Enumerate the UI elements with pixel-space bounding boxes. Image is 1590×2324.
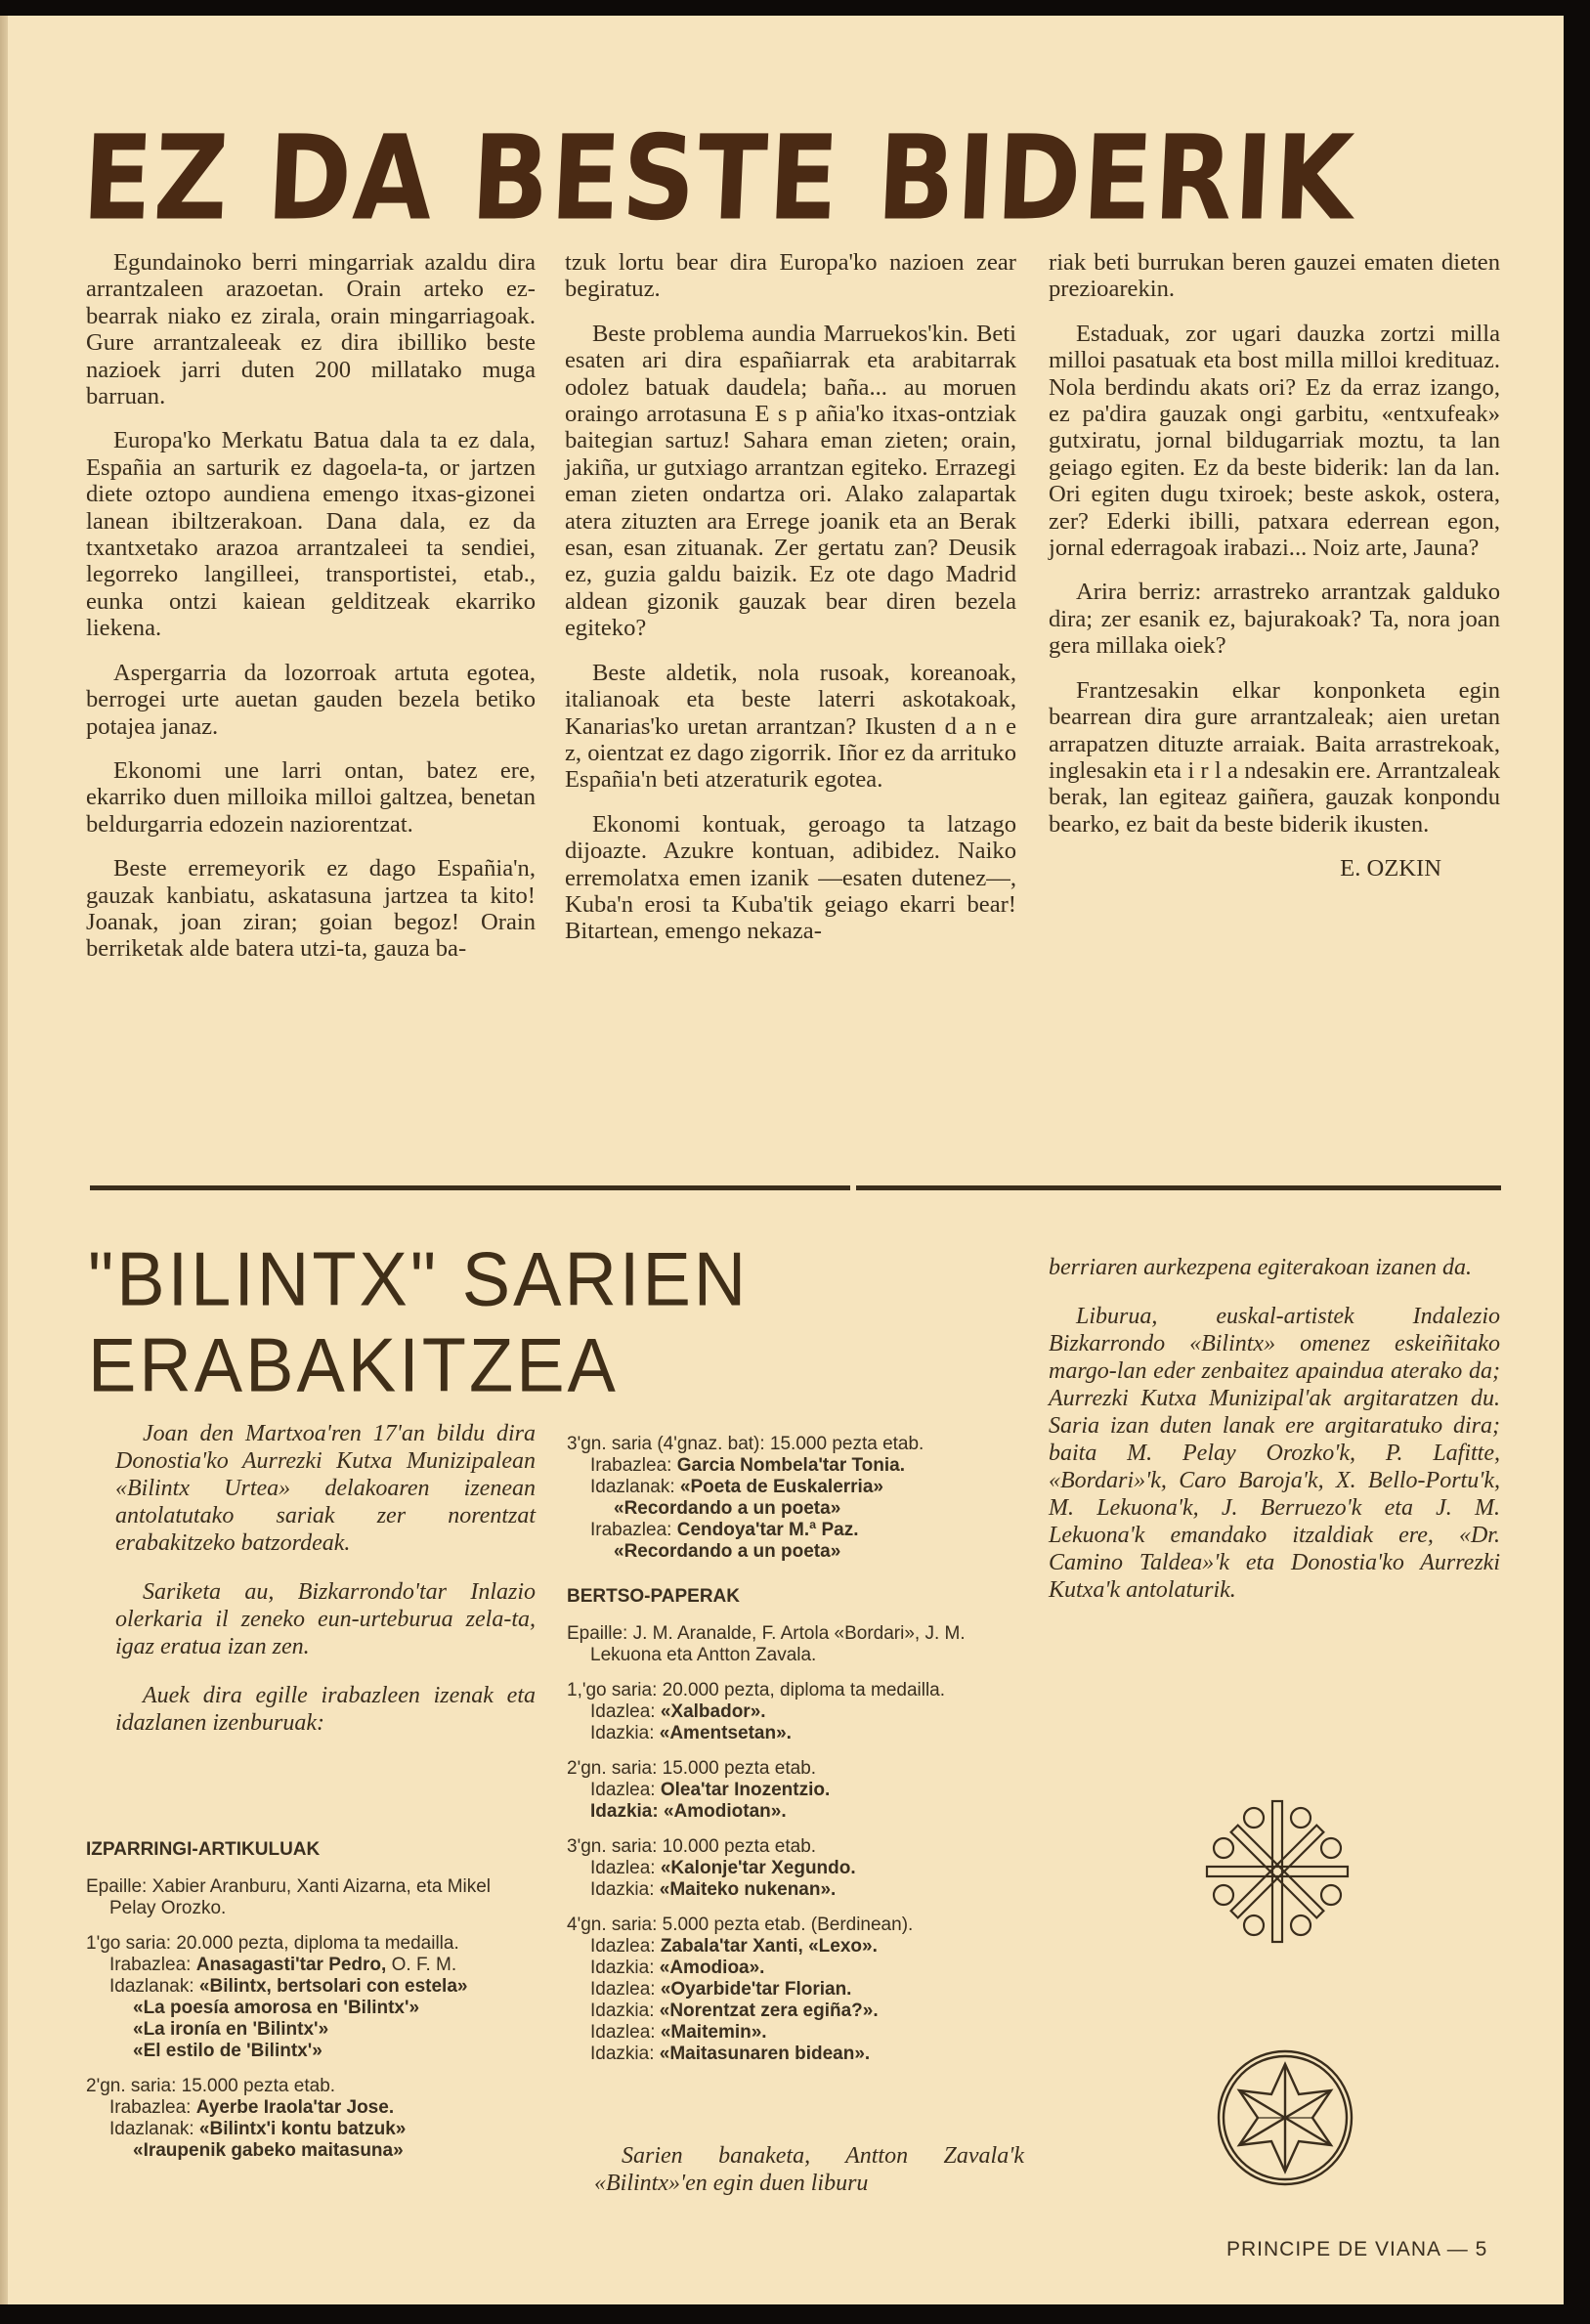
prize-amount: 2'gn. saria: 15.000 pezta etab. [86, 2076, 336, 2096]
prize-line-value: Cendoya'tar M.ª Paz. [676, 1520, 859, 1540]
paragraph: berriaren aurkezpena egiterakoan izanen da. [1049, 1255, 1473, 1280]
prize-line-label: Idazkia: [590, 1801, 659, 1822]
prize-line-value: «Poeta de Euskalerria» [679, 1477, 883, 1497]
section-divider [856, 1185, 1501, 1190]
article2-closing-col3 [1049, 1254, 1500, 1625]
prize-line-value: «Recordando a un poeta» [614, 1541, 841, 1562]
paragraph: riak beti burrukan beren gauzei ematen dieten prezioarekin. [1049, 249, 1500, 303]
prize-line [567, 2001, 1026, 2022]
prize-amount: 3'gn. saria (4'gnaz. bat): 15.000 pezta etab. [567, 1434, 924, 1454]
prize-line [567, 1541, 1026, 1563]
title-line: ERABAKITZEA [88, 1322, 619, 1408]
paragraph: Joan den Martxoa'ren 17'an bildu dira Donostia'ko Aurrezki Kutxa Munizipalean «Bilintx Urtea» delakoaren izenean antolatutako sariak zer norentzat erabakitzeko batzordeak. [115, 1421, 536, 1556]
prize-line-value: Garcia Nombela'tar Tonia. [676, 1455, 906, 1476]
prize-line-label: Idazkia: [590, 2044, 655, 2064]
prize-list [567, 1680, 1026, 2065]
judges [86, 1876, 537, 1919]
article2-intro [115, 1420, 536, 1758]
prize-line-value: «Kalonje'tar Xegundo. [660, 1858, 856, 1878]
article2-closing-col2 [594, 2142, 1024, 2218]
prize-line-label: Idazlea: [590, 2022, 656, 2043]
paragraph: Beste aldetik, nola rusoak, koreanoak, italianoak eta beste laterri askotakoak, Kanarias'ko uretan arrantzan? Ikusten d a n e z, oientzat ez dago zigorrik. Iñor ez da arrituko Españia'n beti atzeraturik egotea. [565, 659, 1016, 794]
prize-line-extra: O. F. M. [386, 1955, 457, 1975]
prize-line-label: Idazlea: [590, 1780, 656, 1800]
paragraph: tzuk lortu bear dira Europa'ko nazioen zear begiratuz. [565, 249, 1016, 303]
prize-line-label: Idazkia: [590, 1723, 655, 1743]
prize-line-value: Zabala'tar Xanti, «Lexo». [660, 1936, 878, 1957]
prize-block [86, 1933, 537, 2062]
prize-amount: 1'go saria: 20.000 pezta, diploma ta medailla. [86, 1933, 459, 1954]
prize-line [567, 2044, 1026, 2065]
section-izparringi-continued [567, 1434, 1026, 2079]
prize-line [86, 1998, 537, 2019]
prize-line [86, 2119, 537, 2140]
prize-line [567, 1520, 1026, 1541]
prize-line [86, 2019, 537, 2041]
prize-line-value: «Maitasunaren bidean». [659, 2044, 871, 2064]
prize-line-label: Idazlanak: [109, 1976, 194, 1997]
prize-block [567, 1434, 1026, 1563]
article1-column-1 [86, 249, 536, 980]
prize-line-label: Idazkia: [590, 1958, 655, 1978]
paragraph: Egundainoko berri mingarriak azaldu dira arrantzaleen arazoetan. Orain arteko ez-bearrak niako ez zirala, orain mingarriagoak. Gure arrantzaleeak ez dira ibilliko beste nazioek jarri duten 200 millatako muga barruan. [86, 249, 536, 410]
judges-label: Epaille: [86, 1876, 148, 1897]
paragraph: Sarien banaketa, Antton Zavala'k «Bilintx»'en egin duen liburu [594, 2143, 1024, 2196]
prize-line-label: Irabazlea: [590, 1520, 672, 1540]
prize-amount: 3'gn. saria: 10.000 pezta etab. [567, 1836, 817, 1857]
prize-line-label: Irabazlea: [109, 1955, 192, 1975]
prize-line-value: «Recordando a un poeta» [614, 1498, 841, 1519]
author-signature: E. OZKIN [1340, 855, 1441, 882]
judges-names: J. M. Aranalde, F. Artola «Bordari», J. M. Lekuona eta Antton Zavala. [590, 1623, 966, 1665]
prize-amount: 1,'go saria: 20.000 pezta, diploma ta medailla. [567, 1680, 946, 1700]
prize-line-value: «Maiteko nukenan». [659, 1879, 837, 1900]
prize-line-value: «El estilo de 'Bilintx'» [133, 2041, 322, 2061]
paragraph: Europa'ko Merkatu Batua dala ta ez dala, Españia an sarturik ez dagoela-ta, or jartzen diete oztopo aundiena emengo itxas-gizonei lanean ibiltzerakoan. Dana dala, ez da txantxetako arazoa arrantzaleei ta sendiei, legorreko langilleei, transportistei, etab., eunka ontzi kaiean gelditzeak ekarriko liekena. [86, 427, 536, 642]
judges [567, 1623, 1026, 1666]
prize-block [567, 1680, 1026, 1744]
prize-line-value: «Amentsetan». [659, 1723, 792, 1743]
prize-line-label: Idazkia: [590, 1879, 655, 1900]
prize-line [567, 1780, 1026, 1801]
prize-line-value: «Amodiotan». [663, 1801, 787, 1822]
prize-line-value: Olea'tar Inozentzio. [660, 1780, 831, 1800]
prize-line [86, 2041, 537, 2062]
prize-amount: 2'gn. saria: 15.000 pezta etab. [567, 1758, 817, 1779]
paragraph: Beste problema aundia Marruekos'kin. Beti esaten ari dira españiarrak eta arabitarrak odolez batuak daudela; baña... au moruen oraingo arrotasuna E s p añia'ko itxas-ontziak baitegian sartuz! Sahara eman zieten; orain, jakiña, ur gutxiago arrantzan egiteko. Errazegi eman zieten ondartza ori. Alako zalapartak atera zituzten ara Errege joanik eta an Berak esan, esan zituanak. Zer gertatu zan? Deusik ez, guzia galdu baizik. Ez ote dago Madrid aldean gizonik gauzak bear diren bezela egiteko? [565, 320, 1016, 642]
prize-line [567, 1477, 1026, 1498]
section-heading: BERTSO-PAPERAK [567, 1586, 740, 1607]
page-footer [1226, 2238, 1487, 2261]
paragraph: Ekonomi une larri ontan, batez ere, ekarriko duen milloika milloi galtzea, benetan beldurgarria edozein naziorentzat. [86, 756, 536, 838]
prize-line [567, 1879, 1026, 1901]
prize-line-label: Idazlea: [590, 1858, 656, 1878]
section-heading: IZPARRINGI-ARTIKULUAK [86, 1839, 321, 1860]
prize-line-label: Idazlea: [590, 1979, 656, 2000]
prize-line-label: Idazlanak: [590, 1477, 675, 1497]
prize-block [567, 1915, 1026, 2065]
paragraph: Arira berriz: arrastreko arrantzak galduko dira; zer esanik ez, bajurakoak? Ta, nora joan gera millaka oiek? [1049, 579, 1500, 660]
article1-column-2 [565, 249, 1016, 963]
six-point-star-ornament-icon [1212, 2049, 1358, 2186]
section-divider [90, 1185, 850, 1190]
prize-line-label: Idazlea: [590, 1936, 656, 1957]
title-line: "BILINTX" SARIEN [88, 1236, 750, 1322]
prize-line [567, 1455, 1026, 1477]
prize-amount: 4'gn. saria: 5.000 pezta etab. (Berdinean). [567, 1915, 914, 1935]
prize-line [567, 1701, 1026, 1723]
prize-block [567, 1836, 1026, 1901]
paragraph: Liburua, euskal-artistek Indalezio Bizkarrondo «Bilintx» omenez eskeiñitako margo-lan eder zenbaitez apaindua aterako da; Aurrezki Kutxa Munizipal'ak argitaratzen du. Saria izan duten lanak ere argitaratuko dira; baita M. Pelay Orozko'k, P. Lafitte, «Bordari»'k, Caro Baroja'k, X. Bello-Portu'k, M. Lekuona'k, J. Berruezo'k eta J. M. Lekuona'k emandako itzaldiak ere, «Dr. Camino Taldea»'k eta Donostia'ko Aurrezki Kutxa'k antolaturik. [1049, 1304, 1500, 1603]
prize-line-value: «Amodioa». [659, 1958, 765, 1978]
prize-line-value: «Bilintx'i kontu batzuk» [198, 2119, 407, 2139]
prize-line [86, 2097, 537, 2119]
prize-line [567, 1958, 1026, 1979]
article1-column-3 [1049, 249, 1500, 882]
prize-line [567, 1936, 1026, 1958]
paragraph: Sariketa au, Bizkarrondo'tar Inlazio olerkaria il zeneko eun-urteburua zela-ta, igaz eratua izan zen. [115, 1579, 536, 1659]
article1-title: EZ DA BESTE BIDERIK [79, 109, 1358, 247]
prize-line [567, 1979, 1026, 2001]
sunburst-circles-ornament-icon [1204, 1798, 1351, 1945]
prize-line-value: Anasagasti'tar Pedro, [195, 1955, 387, 1975]
footer-separator: — [1446, 2238, 1469, 2260]
prize-line-value: «Norentzat zera egiña?». [659, 2001, 879, 2021]
publication-name: PRINCIPE DE VIANA [1226, 2238, 1440, 2260]
prize-list [86, 1933, 537, 2162]
paragraph: Ekonomi kontuak, geroago ta latzago dijoazte. Azukre kontuan, adibidez. Naiko erremolatxa emen izanik —esaten dutenez—, Kuba'n erosi ta Kuba'tik geiago ekarri bear! Bitartean, emengo nekaza- [565, 810, 1016, 945]
prize-line-label: Irabazlea: [590, 1455, 672, 1476]
section-izparringi [86, 1829, 537, 2175]
judges-label: Epaille: [567, 1623, 628, 1644]
prize-line-label: Irabazlea: [109, 2097, 192, 2118]
prize-line-value: «Oyarbide'tar Florian. [660, 1979, 852, 2000]
prize-list [567, 1434, 1026, 1563]
prize-line [567, 1723, 1026, 1744]
paragraph: Frantzesakin elkar konponketa egin bearrean dira gure arrantzaleak; aien uretan arrapatzen dituzte arraiak. Baita arrastrekoak, inglesakin eta i r l a ndesakin ere. Arrantzaleak berak, lan egiteaz gaiñera, gauzak konpondu bearko, ez bait da beste biderik ikusten. [1049, 676, 1500, 838]
paragraph: Aspergarria da lozorroak artuta egotea, berrogei urte auetan gauden bezela betiko potajea janaz. [86, 659, 536, 740]
prize-line-value: «Xalbador». [660, 1701, 766, 1722]
prize-line-label: Idazkia: [590, 2001, 655, 2021]
prize-line-value: «La ironía en 'Bilintx'» [133, 2019, 329, 2040]
prize-line [567, 1498, 1026, 1520]
prize-block [567, 1758, 1026, 1823]
prize-line [567, 1801, 1026, 1823]
judges-names: Xabier Aranburu, Xanti Aizarna, eta Mikel Pelay Orozko. [109, 1876, 492, 1918]
paragraph: Auek dira egille irabazleen izenak eta idazlanen izenburuak: [115, 1683, 536, 1736]
prize-line [567, 1858, 1026, 1879]
prize-block [86, 2076, 537, 2162]
page-number: 5 [1475, 2238, 1488, 2260]
prize-line-value: Ayerbe Iraola'tar Jose. [195, 2097, 395, 2118]
prize-line-value: «Maitemin». [660, 2022, 767, 2043]
prize-line-label: Idazlea: [590, 1701, 656, 1722]
prize-line [86, 1976, 537, 1998]
prize-line-value: «Bilintx, bertsolari con estela» [198, 1976, 468, 1997]
prize-line-value: «Iraupenik gabeko maitasuna» [133, 2140, 404, 2161]
prize-line [86, 1955, 537, 1976]
prize-line [567, 2022, 1026, 2044]
article2-title [88, 1236, 749, 1408]
paragraph: Beste erremeyorik ez dago Españia'n, gauzak kanbiatu, askatasuna jartzea ta kito! Joanak, joan ziran; goian begoz! Orain berriketak alde batera utzi-ta, gauza ba- [86, 855, 536, 963]
prize-line-value: «La poesía amorosa en 'Bilintx'» [133, 1998, 420, 2018]
paragraph: Estaduak, zor ugari dauzka zortzi milla milloi pasatuak eta bost milla milloi kredituaz. Nola berdindu akats ori? Ez da erraz izango, ez pa'dira gauzak ongi garbitu, «entxufeak» gutxiratu, jornal bildugarriak moztu, ta lan geiago egiten. Ez da beste biderik: lan da lan. Ori egiten dugu txiroek; beste askok, ostera, zer? Ederki ibilli, patxara ederrean egon, jornal ederragoak irabazi... Noiz arte, Jauna? [1049, 320, 1500, 562]
prize-line-label: Idazlanak: [109, 2119, 194, 2139]
prize-line [86, 2140, 537, 2162]
